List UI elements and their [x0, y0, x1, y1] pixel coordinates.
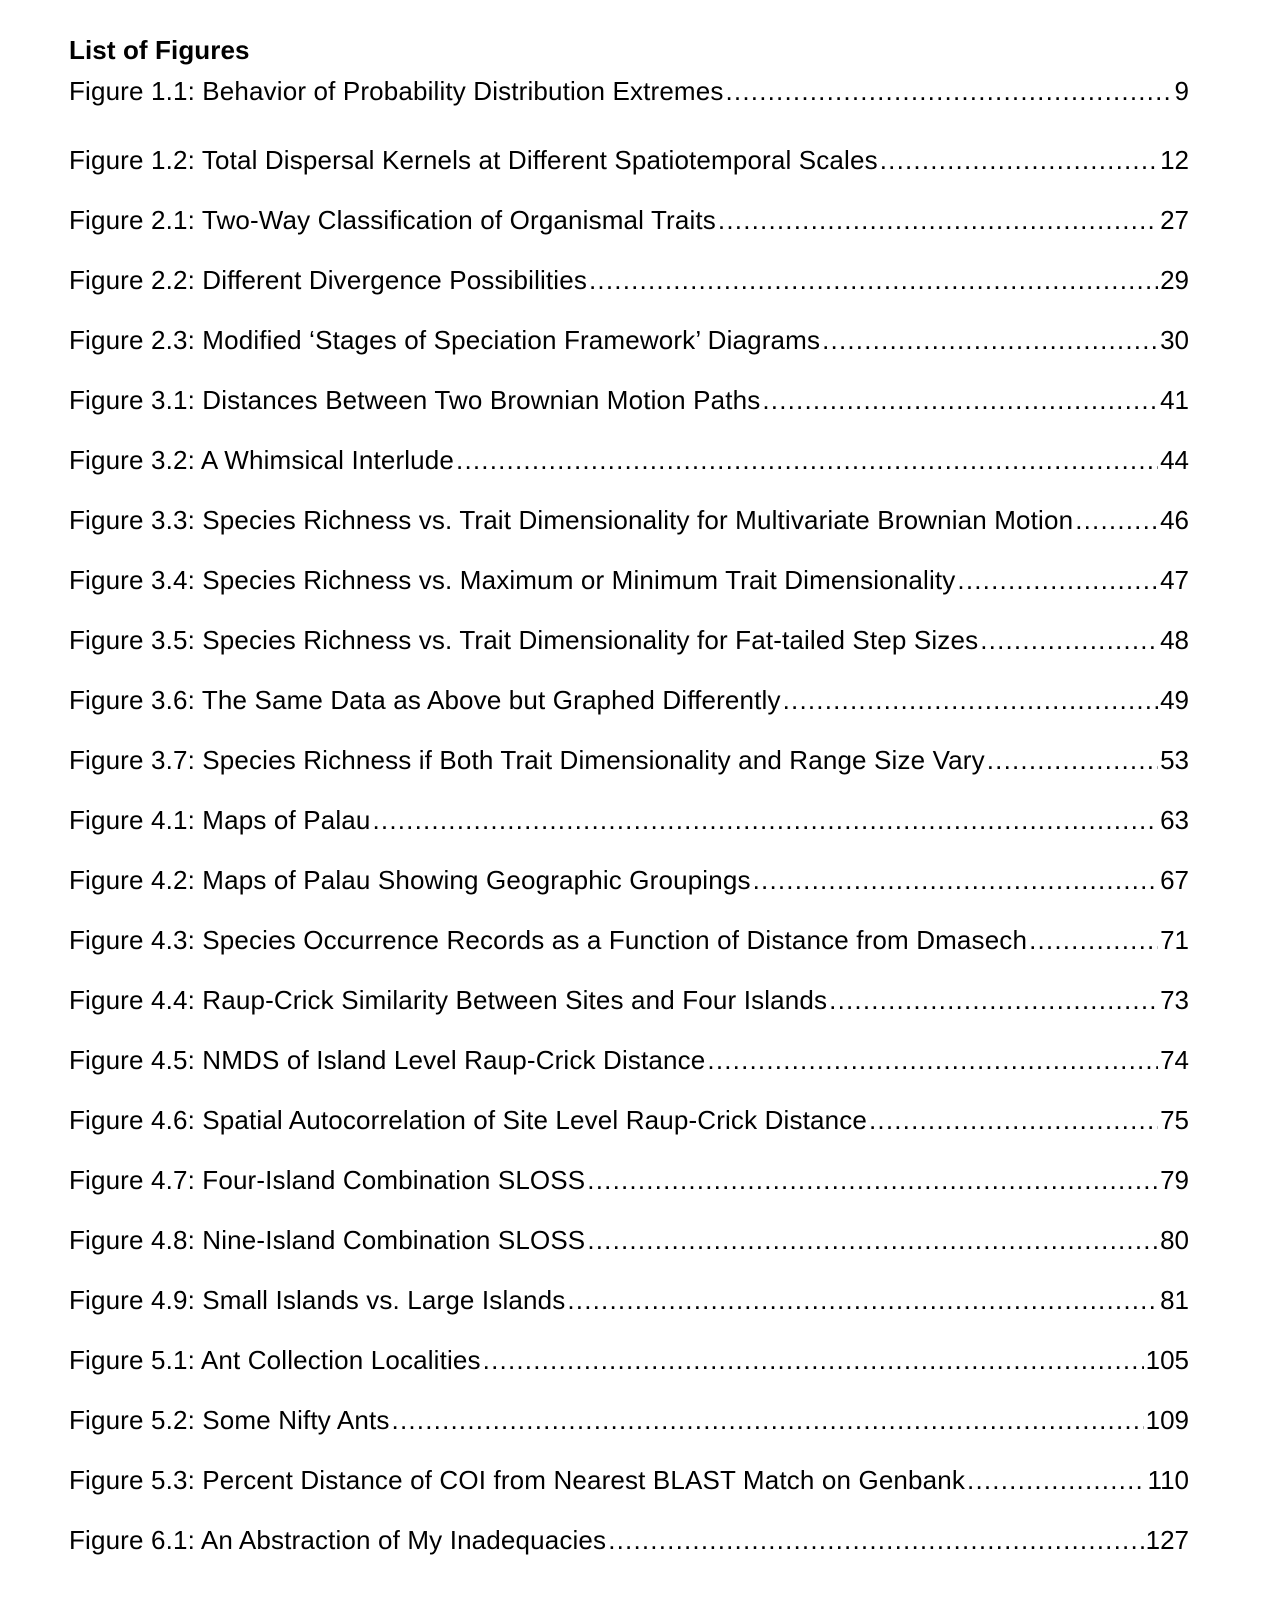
- dot-leader: [707, 1030, 1158, 1090]
- dot-leader: [869, 1090, 1158, 1150]
- dot-leader: [567, 1270, 1158, 1330]
- dot-leader: [1075, 490, 1158, 550]
- dot-leader: [608, 1510, 1143, 1570]
- figure-entry-page-number: 73: [1160, 985, 1189, 1015]
- figure-entry-title: Figure 1.2: Total Dispersal Kernels at Different Spatiotemporal Scales: [69, 145, 878, 175]
- figure-entry-page-number: 80: [1160, 1225, 1189, 1255]
- dot-leader: [987, 730, 1158, 790]
- figure-entry-page-number: 67: [1160, 865, 1189, 895]
- figure-entry-page-number: 46: [1160, 505, 1189, 535]
- figure-entry[interactable]: [69, 730, 1189, 790]
- figure-entry[interactable]: [69, 1450, 1189, 1510]
- figure-entry-page-number: 49: [1160, 685, 1189, 715]
- figure-entry-title: Figure 4.2: Maps of Palau Showing Geographic Groupings: [69, 865, 751, 895]
- figure-entry-page-number: 110: [1147, 1465, 1189, 1495]
- dot-leader: [783, 670, 1158, 730]
- dot-leader: [456, 430, 1158, 490]
- dot-leader: [483, 1330, 1144, 1390]
- figure-entry-title: Figure 1.1: Behavior of Probability Distribution Extremes: [69, 76, 724, 106]
- figure-entry-page-number: 63: [1160, 805, 1189, 835]
- figure-list: [69, 70, 1189, 1570]
- figure-entry-title: Figure 2.2: Different Divergence Possibilities: [69, 265, 587, 295]
- figure-entry-title: Figure 3.7: Species Richness if Both Trait Dimensionality and Range Size Vary: [69, 745, 985, 775]
- figure-entry-page-number: 9: [1174, 76, 1189, 106]
- figure-entry-title: Figure 3.5: Species Richness vs. Trait Dimensionality for Fat-tailed Step Sizes: [69, 625, 979, 655]
- dot-leader: [1029, 910, 1158, 970]
- figure-entry-title: Figure 3.2: A Whimsical Interlude: [69, 445, 455, 475]
- figure-entry-page-number: 29: [1160, 265, 1189, 295]
- dot-leader: [762, 370, 1158, 430]
- figure-entry[interactable]: [69, 490, 1189, 550]
- figure-entry-title: Figure 3.1: Distances Between Two Brownian Motion Paths: [69, 385, 761, 415]
- figure-entry-page-number: 109: [1145, 1405, 1189, 1435]
- figure-entry[interactable]: [69, 610, 1189, 670]
- figure-entry[interactable]: [69, 190, 1189, 250]
- figure-entry[interactable]: [69, 1330, 1189, 1390]
- figure-entry[interactable]: [69, 250, 1189, 310]
- dot-leader: [967, 1450, 1146, 1510]
- figure-entry[interactable]: [69, 70, 1189, 112]
- document-page: [69, 30, 1189, 1570]
- figure-entry[interactable]: [69, 1090, 1189, 1150]
- figure-entry[interactable]: [69, 550, 1189, 610]
- dot-leader: [372, 790, 1158, 850]
- figure-entry[interactable]: [69, 130, 1189, 190]
- figure-entry-title: Figure 2.3: Modified ‘Stages of Speciation Framework’ Diagrams: [69, 325, 821, 355]
- figure-entry-title: Figure 3.6: The Same Data as Above but Graphed Differently: [69, 685, 781, 715]
- dot-leader: [822, 310, 1158, 370]
- figure-entry[interactable]: [69, 370, 1189, 430]
- figure-entry[interactable]: [69, 910, 1189, 970]
- figure-entry-page-number: 79: [1160, 1165, 1189, 1195]
- figure-entry[interactable]: [69, 850, 1189, 910]
- figure-entry[interactable]: [69, 310, 1189, 370]
- figure-entry-title: Figure 5.1: Ant Collection Localities: [69, 1345, 481, 1375]
- figure-entry[interactable]: [69, 1510, 1189, 1570]
- figure-entry-page-number: 105: [1145, 1345, 1189, 1375]
- dot-leader: [718, 190, 1158, 250]
- dot-leader: [880, 130, 1158, 190]
- figure-entry[interactable]: [69, 1210, 1189, 1270]
- figure-entry-title: Figure 3.3: Species Richness vs. Trait Dimensionality for Multivariate Brownian Motion: [69, 505, 1074, 535]
- figure-entry[interactable]: [69, 670, 1189, 730]
- figure-entry-title: Figure 4.6: Spatial Autocorrelation of Site Level Raup-Crick Distance: [69, 1105, 867, 1135]
- figure-entry[interactable]: [69, 970, 1189, 1030]
- figure-entry-page-number: 47: [1160, 565, 1189, 595]
- figure-entry-title: Figure 4.7: Four-Island Combination SLOSS: [69, 1165, 586, 1195]
- figure-entry-title: Figure 3.4: Species Richness vs. Maximum or Minimum Trait Dimensionality: [69, 565, 956, 595]
- figure-entry-page-number: 74: [1160, 1045, 1189, 1075]
- figure-entry-title: Figure 4.4: Raup-Crick Similarity Between Sites and Four Islands: [69, 985, 828, 1015]
- dot-leader: [392, 1390, 1144, 1450]
- dot-leader: [587, 1210, 1158, 1270]
- figure-entry-title: Figure 2.1: Two-Way Classification of Organismal Traits: [69, 205, 716, 235]
- dot-leader: [957, 550, 1158, 610]
- figure-entry-page-number: 41: [1160, 385, 1189, 415]
- figure-entry-title: Figure 6.1: An Abstraction of My Inadequacies: [69, 1525, 607, 1555]
- page-heading: List of Figures: [69, 35, 250, 65]
- figure-entry-page-number: 81: [1160, 1285, 1189, 1315]
- figure-entry-page-number: 127: [1145, 1525, 1189, 1555]
- figure-entry-title: Figure 4.1: Maps of Palau: [69, 805, 371, 835]
- dot-leader: [589, 250, 1158, 310]
- figure-entry-title: Figure 4.9: Small Islands vs. Large Islands: [69, 1285, 566, 1315]
- dot-leader: [980, 610, 1158, 670]
- figure-entry-title: Figure 5.2: Some Nifty Ants: [69, 1405, 390, 1435]
- figure-entry-page-number: 71: [1160, 925, 1189, 955]
- figure-entry-page-number: 27: [1160, 205, 1189, 235]
- figure-entry-page-number: 44: [1160, 445, 1189, 475]
- figure-entry[interactable]: [69, 430, 1189, 490]
- figure-entry-page-number: 75: [1160, 1105, 1189, 1135]
- figure-entry-page-number: 53: [1160, 745, 1189, 775]
- dot-leader: [587, 1150, 1158, 1210]
- figure-entry-page-number: 48: [1160, 625, 1189, 655]
- dot-leader: [829, 970, 1158, 1030]
- dot-leader: [726, 70, 1173, 112]
- figure-entry[interactable]: [69, 1150, 1189, 1210]
- figure-entry-title: Figure 5.3: Percent Distance of COI from Nearest BLAST Match on Genbank: [69, 1465, 966, 1495]
- dot-leader: [753, 850, 1158, 910]
- figure-entry-title: Figure 4.3: Species Occurrence Records as a Function of Distance from Dmasech: [69, 925, 1028, 955]
- figure-entry[interactable]: [69, 1390, 1189, 1450]
- figure-entry-title: Figure 4.8: Nine-Island Combination SLOSS: [69, 1225, 586, 1255]
- figure-entry[interactable]: [69, 790, 1189, 850]
- figure-entry[interactable]: [69, 1030, 1189, 1090]
- figure-entry-page-number: 30: [1160, 325, 1189, 355]
- figure-entry-page-number: 12: [1160, 145, 1189, 175]
- figure-entry-title: Figure 4.5: NMDS of Island Level Raup-Crick Distance: [69, 1045, 706, 1075]
- figure-entry[interactable]: [69, 1270, 1189, 1330]
